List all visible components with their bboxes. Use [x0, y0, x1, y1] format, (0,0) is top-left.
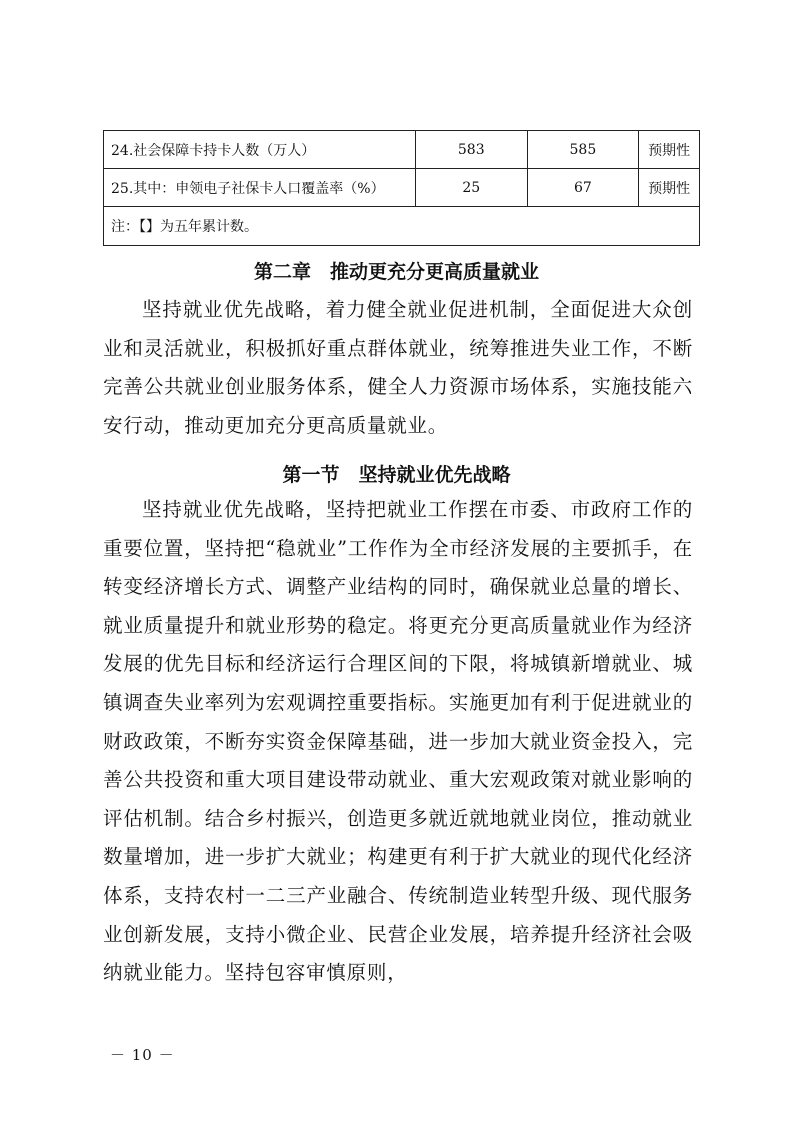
page-number: － 10 －	[110, 1046, 175, 1064]
chapter-title: 第二章 推动更充分更高质量就业	[253, 261, 539, 283]
section-title: 第一节 坚持就业优先战略	[282, 464, 511, 486]
indicator-table	[103, 130, 700, 246]
indicator-value-base: 25	[416, 169, 528, 206]
table-note-row	[104, 207, 699, 245]
table-row	[104, 131, 699, 169]
indicator-type: 预期性	[648, 142, 691, 159]
indicator-name: 25.其中：申领电子社保卡人口覆盖率（%）	[104, 169, 416, 206]
indicator-value-target: 67	[528, 169, 640, 206]
indicator-name: 24.社会保障卡持卡人数（万人）	[104, 131, 416, 168]
table-row	[104, 169, 699, 207]
indicator-value-base: 583	[416, 131, 528, 168]
table-note: 注：【】为五年累计数。	[111, 219, 258, 235]
indicator-value-target: 585	[528, 131, 640, 168]
chapter-intro-paragraph: 坚持就业优先战略，着力健全就业促进机制，全面促进大众创业和灵活就业，积极抓好重点群体就业，统筹推进失业工作，不断完善公共就业创业服务体系，健全人力资源市场体系，实施技能六安行动，推动更加充分更高质量就业。	[103, 298, 693, 437]
section-body-paragraph: 坚持就业优先战略，坚持把就业工作摆在市委、市政府工作的重要位置，坚持把“稳就业”工作作为全市经济发展的主要抓手，在转变经济增长方式、调整产业结构的同时，确保就业总量的增长、就业质量提升和就业形势的稳定。将更充分更高质量就业作为经济发展的优先目标和经济运行合理区间的下限，将城镇新增就业、城镇调查失业率列为宏观调控重要指标。实施更加有利于促进就业的财政政策，不断夯实资金保障基础，进一步加大就业资金投入，完善公共投资和重大项目建设带动就业、重大宏观政策对就业影响的评估机制。结合乡村振兴，创造更多就近就地就业岗位，推动就业数量增加，进一步扩大就业；构建更有利于扩大就业的现代化经济体系，支持农村一二三产业融合、传统制造业转型升级、现代服务业创新发展，支持小微企业、民营企业发展，培养提升经济社会吸纳就业能力。坚持包容审慎原则，	[103, 498, 693, 985]
indicator-type: 预期性	[648, 180, 691, 197]
